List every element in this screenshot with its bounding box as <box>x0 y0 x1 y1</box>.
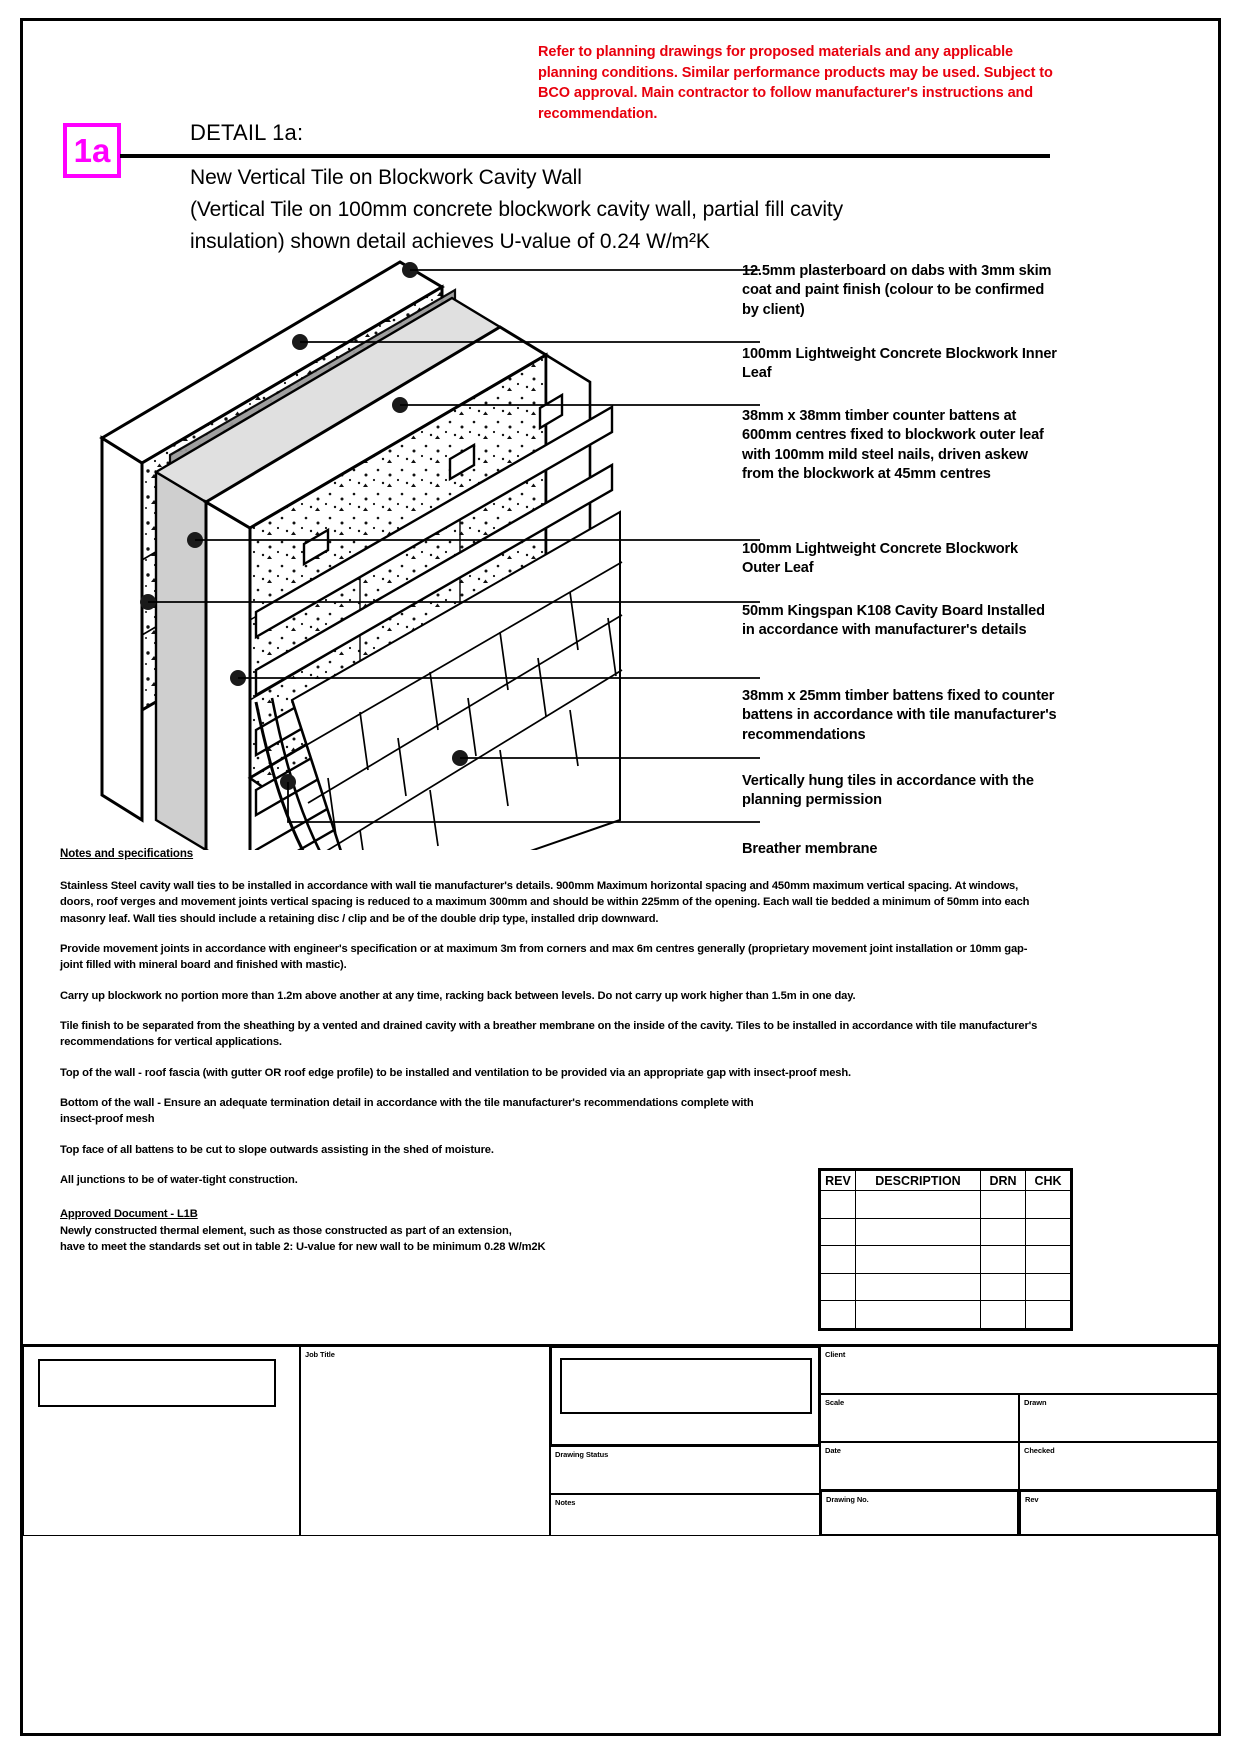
client-label: Client <box>825 1350 846 1359</box>
detail-title-line1: New Vertical Tile on Blockwork Cavity Wall <box>190 166 582 189</box>
revision-table <box>818 1168 1073 1331</box>
col-chk: CHK <box>1026 1171 1071 1191</box>
job-title-cell[interactable] <box>300 1346 550 1536</box>
drawn-label: Drawn <box>1024 1398 1047 1407</box>
notes-heading: Notes and specifications <box>60 848 194 860</box>
callout-inner-leaf: 100mm Lightweight Concrete Blockwork Inner Leaf <box>742 346 1057 382</box>
table-row[interactable] <box>821 1246 1071 1274</box>
cell-rev[interactable] <box>821 1218 856 1246</box>
cell-description[interactable] <box>856 1301 981 1329</box>
date-cell[interactable] <box>820 1442 1019 1490</box>
cell-description[interactable] <box>856 1218 981 1246</box>
drawing-title-block <box>23 1344 1218 1534</box>
cell-description[interactable] <box>856 1191 981 1219</box>
cell-chk[interactable] <box>1026 1301 1071 1329</box>
drawing-status-label: Drawing Status <box>555 1450 609 1459</box>
scale-label: Scale <box>825 1398 845 1407</box>
title-block-notes-label: Notes <box>555 1498 576 1507</box>
cell-chk[interactable] <box>1026 1273 1071 1301</box>
callout-outer-leaf: 100mm Lightweight Concrete Blockwork Outer Leaf <box>742 541 1018 577</box>
rev-label: Rev <box>1025 1495 1039 1504</box>
client-cell[interactable] <box>820 1346 1218 1394</box>
drawing-no-label: Drawing No. <box>826 1495 869 1504</box>
wall-detail-isometric-diagram <box>60 250 760 850</box>
table-row[interactable] <box>821 1191 1071 1219</box>
cell-drn[interactable] <box>981 1218 1026 1246</box>
cell-drn[interactable] <box>981 1301 1026 1329</box>
practice-block <box>23 1346 300 1536</box>
drawing-title-box <box>560 1358 812 1414</box>
callout-tile-battens: 38mm x 25mm timber battens fixed to counter battens in accordance with tile manufacturer's recommendations <box>742 688 1057 743</box>
col-description: DESCRIPTION <box>856 1171 981 1191</box>
title-rule <box>120 154 1050 158</box>
col-rev: REV <box>821 1171 856 1191</box>
cell-description[interactable] <box>856 1246 981 1274</box>
cell-rev[interactable] <box>821 1191 856 1219</box>
scale-cell[interactable] <box>820 1394 1019 1442</box>
date-label: Date <box>825 1446 841 1455</box>
cell-description[interactable] <box>856 1273 981 1301</box>
note-paragraph: Tile finish to be separated from the sheathing by a vented and drained cavity with a breather membrane on the inside of the cavity. Tiles to be installed in accordance with tile manufacturer's recommendations for vertical applications. <box>60 1020 1038 1049</box>
drawing-title-cell[interactable] <box>550 1346 820 1446</box>
callout-plasterboard: 12.5mm plasterboard on dabs with 3mm skim coat and paint finish (colour to be confirmed by client) <box>742 263 1052 318</box>
checked-cell[interactable] <box>1019 1442 1218 1490</box>
drawn-cell[interactable] <box>1019 1394 1218 1442</box>
callout-cavity-board: 50mm Kingspan K108 Cavity Board Installed in accordance with manufacturer's details <box>742 603 1045 639</box>
note-paragraph: Carry up blockwork no portion more than 1.2m above another at any time, racking back between levels. Do not carry up work higher than 1.5m in one day. <box>60 989 856 1002</box>
practice-logo-box <box>38 1359 276 1407</box>
cell-chk[interactable] <box>1026 1218 1071 1246</box>
note-paragraph: Stainless Steel cavity wall ties to be installed in accordance with wall tie manufacturer's details. 900mm Maximum horizontal spacing and 450mm maximum vertical spacing. At windows, doors, roof verges and movement joints vertical spacing is reduced to a maximum 300mm and should be within 225mm of the opening. Each wall tie bedded a minimum of 50mm into each masonry leaf. Wall ties should include a retaining disc / clip and be of the double drip type, installed drip downward. <box>60 880 1030 925</box>
job-title-label: Job Title <box>305 1350 335 1359</box>
cell-rev[interactable] <box>821 1246 856 1274</box>
cell-drn[interactable] <box>981 1246 1026 1274</box>
note-paragraph: All junctions to be of water-tight construction. <box>60 1174 298 1187</box>
drawing-status-cell[interactable] <box>550 1446 820 1494</box>
checked-label: Checked <box>1024 1446 1055 1455</box>
callout-hung-tiles: Vertically hung tiles in accordance with the planning permission <box>742 773 1034 809</box>
cell-drn[interactable] <box>981 1191 1026 1219</box>
table-row[interactable] <box>821 1218 1071 1246</box>
cell-rev[interactable] <box>821 1301 856 1329</box>
callout-breather-membrane: Breather membrane <box>742 841 878 857</box>
title-block-notes-cell[interactable] <box>550 1494 820 1536</box>
note-paragraph: Bottom of the wall - Ensure an adequate termination detail in accordance with the tile manufacturer's recommendations complete with insect-proof mesh <box>60 1097 754 1126</box>
cell-drn[interactable] <box>981 1273 1026 1301</box>
detail-number-badge: 1a <box>63 123 121 178</box>
approved-document-line2: have to meet the standards set out in table 2: U-value for new wall to be minimum 0.28 W/m2K <box>60 1241 546 1254</box>
title-block <box>190 120 1070 146</box>
planning-note: Refer to planning drawings for proposed materials and any applicable planning conditions. Similar performance products may be used. Subject to BCO approval. Main contractor to follow manufacturer's instructions and recommendation. <box>538 44 1053 122</box>
cell-chk[interactable] <box>1026 1191 1071 1219</box>
rev-cell[interactable] <box>1019 1490 1218 1536</box>
col-drn: DRN <box>981 1171 1026 1191</box>
detail-title-line3: insulation) shown detail achieves U-value of 0.24 W/m²K <box>190 229 710 253</box>
drawing-no-cell[interactable] <box>820 1490 1019 1536</box>
approved-document-line1: Newly constructed thermal element, such as those constructed as part of an extension, <box>60 1224 512 1237</box>
note-paragraph: Provide movement joints in accordance with engineer's specification or at maximum 3m from corners and max 6m centres generally (proprietary movement joint installation or 10mm gap-joint filled with mineral board and finished with mastic). <box>60 943 1028 972</box>
revision-table-header-row <box>821 1171 1071 1191</box>
note-paragraph: Top face of all battens to be cut to slope outwards assisting in the shed of moisture. <box>60 1143 494 1156</box>
note-paragraph: Top of the wall - roof fascia (with gutter OR roof edge profile) to be installed and ventilation to be provided via an appropriate gap with insect-proof mesh. <box>60 1066 851 1079</box>
detail-title <box>190 162 1070 258</box>
cell-chk[interactable] <box>1026 1246 1071 1274</box>
callout-counter-battens: 38mm x 38mm timber counter battens at 600mm centres fixed to blockwork outer leaf with 100mm mild steel nails, driven askew from the blockwork at 45mm centres <box>742 408 1044 483</box>
table-row[interactable] <box>821 1273 1071 1301</box>
table-row[interactable] <box>821 1301 1071 1329</box>
detail-title-line2: (Vertical Tile on 100mm concrete blockwork cavity wall, partial fill cavity <box>190 197 844 221</box>
approved-document-heading: Approved Document - L1B <box>60 1208 198 1221</box>
cell-rev[interactable] <box>821 1273 856 1301</box>
detail-label: DETAIL 1a: <box>190 120 304 145</box>
